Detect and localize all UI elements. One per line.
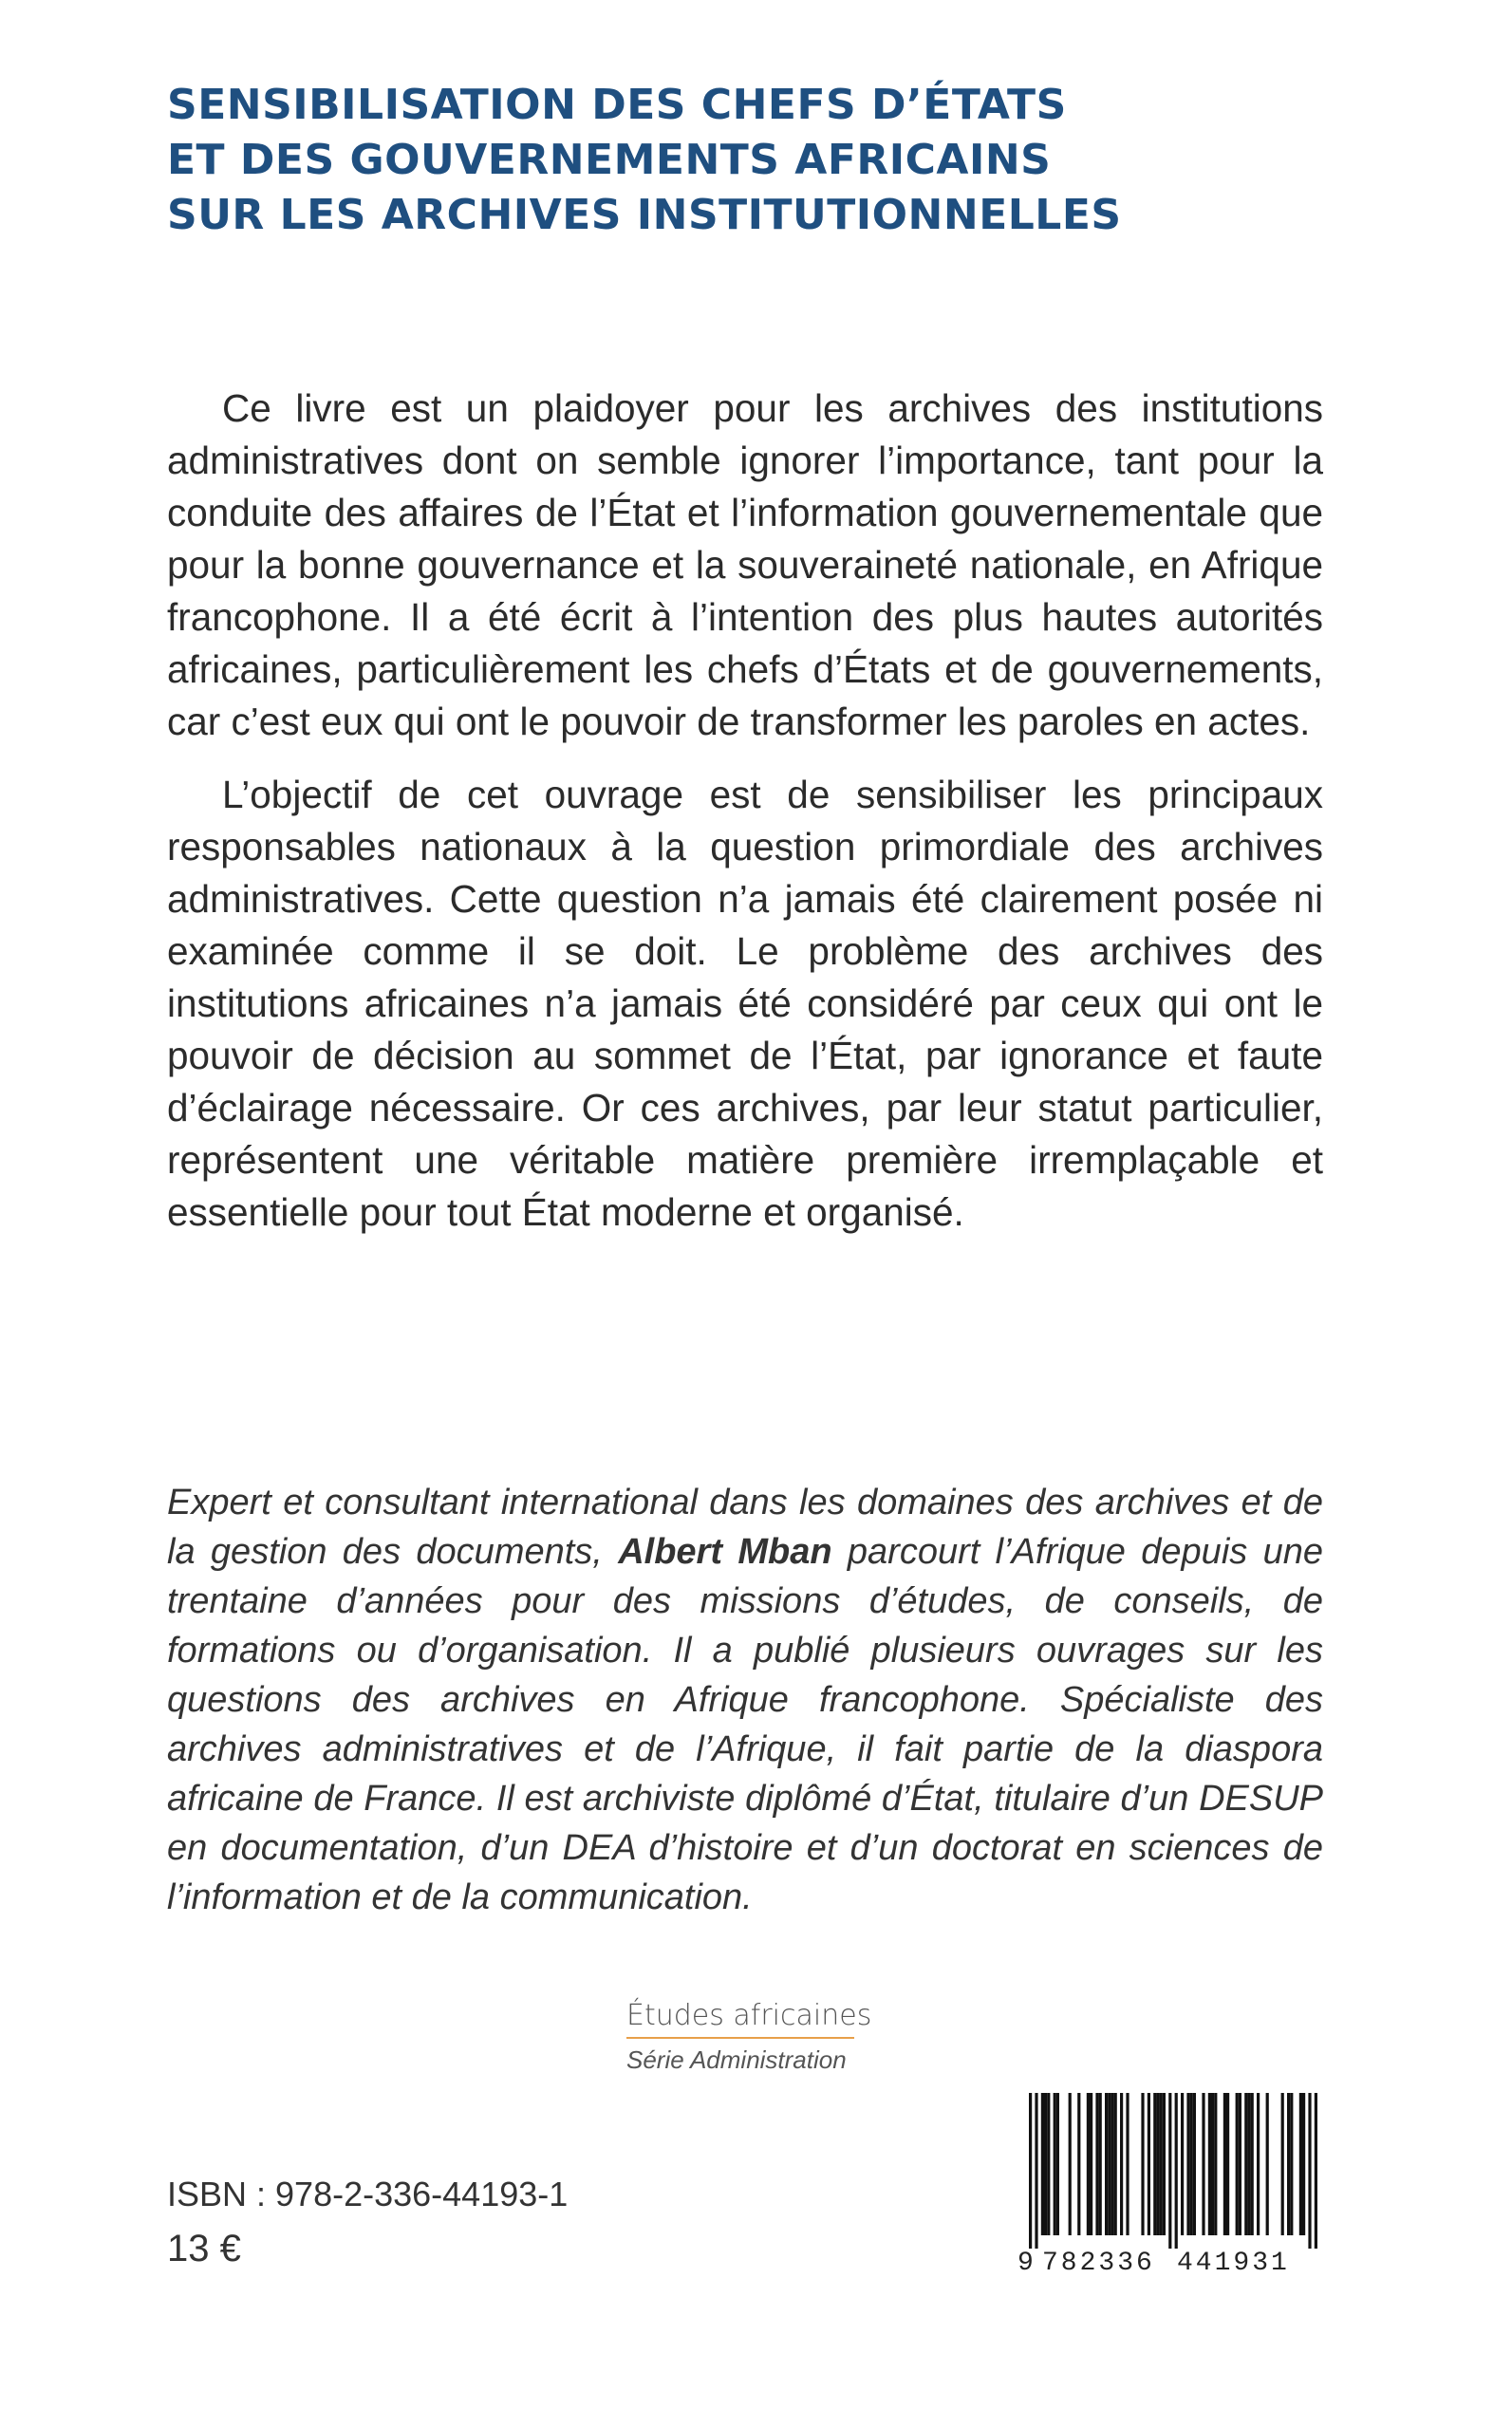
barcode-bars <box>1029 2093 1317 2249</box>
barcode-bar <box>1029 2093 1032 2249</box>
barcode-bar <box>1044 2093 1047 2235</box>
barcode-bar <box>1153 2093 1156 2235</box>
series-rule <box>626 2037 854 2039</box>
barcode-bar <box>1299 2093 1302 2235</box>
barcode-bar <box>1041 2093 1044 2235</box>
barcode-bar <box>1190 2093 1193 2235</box>
bio-rest: parcourt l’Afrique depuis une trentaine d’années pour des missions d’études, de conseils, de formations ou d’organisation. Il a publié plusieurs ouvrages sur les questions des archives en Afrique francophone. Spécialiste des archives administratives et de l’Afrique, il fait partie de la diaspora africaine de France. Il est archiviste diplômé d’État, titulaire d’un DESUP en documentation, d’un DEA d’histoire et d’un doctorat en sciences de l’information et de la communication. <box>167 1532 1324 1917</box>
barcode <box>1010 2093 1323 2275</box>
barcode-bar <box>1056 2093 1059 2235</box>
barcode-bar <box>1095 2093 1098 2235</box>
barcode-bar <box>1047 2093 1050 2235</box>
barcode-bar <box>1226 2093 1229 2235</box>
barcode-bar <box>1181 2093 1184 2235</box>
barcode-bar <box>1175 2093 1178 2249</box>
barcode-bar <box>1186 2093 1189 2235</box>
barcode-bar <box>1208 2093 1211 2235</box>
author-bio <box>167 1478 1323 1922</box>
barcode-bar <box>1035 2093 1037 2249</box>
barcode-bar <box>1105 2093 1108 2235</box>
barcode-bar <box>1287 2093 1290 2235</box>
barcode-left-digits: 782336 <box>1042 2249 1155 2275</box>
barcode-bar <box>1126 2093 1129 2235</box>
barcode-right-digits: 441931 <box>1177 2249 1290 2275</box>
barcode-bar <box>1163 2093 1166 2235</box>
barcode-bar <box>1290 2093 1293 2235</box>
barcode-bar <box>1251 2093 1254 2235</box>
barcode-bar <box>1266 2093 1269 2235</box>
title-line-3: SUR LES ARCHIVES INSTITUTIONNELLES <box>167 191 1122 239</box>
barcode-bar <box>1111 2093 1113 2235</box>
series-logo <box>626 1999 873 2075</box>
barcode-bar <box>1077 2093 1080 2235</box>
series-subseries: Série Administration <box>626 2045 847 2074</box>
author-name: Albert Mban <box>618 1532 832 1572</box>
barcode-bar <box>1315 2093 1317 2249</box>
barcode-bar <box>1141 2093 1144 2235</box>
barcode-bar <box>1069 2093 1072 2235</box>
barcode-bar <box>1193 2093 1196 2235</box>
title-line-1: SENSIBILISATION DES CHEFS D’ÉTATS <box>167 81 1067 129</box>
price-text: 13 € <box>167 2228 241 2269</box>
barcode-bar <box>1214 2093 1217 2235</box>
barcode-bar <box>1087 2093 1090 2235</box>
barcode-bar <box>1160 2093 1163 2235</box>
book-title <box>167 78 1382 243</box>
barcode-bar <box>1239 2093 1241 2235</box>
barcode-bar <box>1257 2093 1260 2235</box>
summary-paragraph-1: Ce livre est un plaidoyer pour les archives des institutions administratives dont on semble ignorer l’importance, tant pour la conduite des affaires de l’État et l’information gouvernementale que pour la bonne gouvernance et la souveraineté nationale, en Afrique francophone. Il a été écrit à l’intention des plus hautes autorités africaines, particulièrement les chefs d’États et de gouvernements, car c’est eux qui ont le pouvoir de transformer les paroles en actes. <box>167 386 1323 743</box>
barcode-bar <box>1108 2093 1111 2235</box>
barcode-bar <box>1211 2093 1214 2235</box>
series-name: Études africaines <box>626 1999 872 2032</box>
isbn-text: ISBN : 978-2-336-44193-1 <box>167 2175 569 2213</box>
barcode-bar <box>1302 2093 1305 2235</box>
barcode-bar <box>1054 2093 1056 2235</box>
barcode-bar <box>1281 2093 1284 2235</box>
barcode-bar <box>1168 2093 1171 2249</box>
barcode-bar <box>1244 2093 1247 2235</box>
title-line-2: ET DES GOUVERNEMENTS AFRICAINS <box>167 136 1052 184</box>
barcode-bar <box>1223 2093 1226 2235</box>
barcode-bar <box>1202 2093 1204 2235</box>
barcode-lead-digit: 9 <box>1017 2249 1034 2275</box>
barcode-bar <box>1148 2093 1150 2235</box>
barcode-bar <box>1308 2093 1311 2249</box>
barcode-bar <box>1114 2093 1117 2235</box>
bio-intro: Expert et consultant international dans les domaines des archives et de la gestion des documents, <box>167 1483 1323 1572</box>
barcode-bar <box>1090 2093 1092 2235</box>
barcode-bar <box>1247 2093 1250 2235</box>
barcode-bar <box>1099 2093 1102 2235</box>
summary-text <box>167 383 1323 1239</box>
barcode-bar <box>1236 2093 1239 2235</box>
summary-paragraph-2: L’objectif de cet ouvrage est de sensibiliser les principaux responsables nationaux à la question primordiale des archives administratives. Cette question n’a jamais été clairement posée ni examinée comme il se doit. Le problème des archives des institutions africaines n’a jamais été considéré par ceux qui ont le pouvoir de décision au sommet de l’État, par ignorance et faute d’éclairage nécessaire. Or ces archives, par leur statut particulier, représentent une véritable matière première irremplaçable et essentielle pour tout État moderne et organisé. <box>167 773 1323 1234</box>
barcode-bar <box>1156 2093 1159 2235</box>
barcode-bar <box>1120 2093 1123 2235</box>
